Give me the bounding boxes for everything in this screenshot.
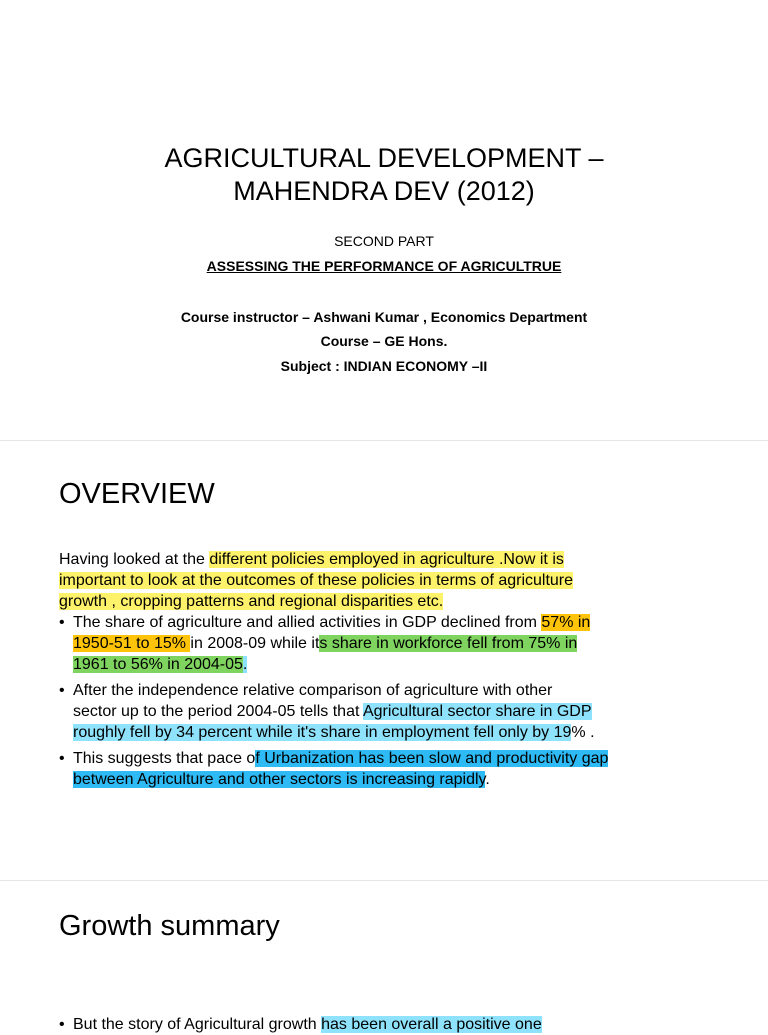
highlight-blue: f Urbanization has been slow and productivity gap xyxy=(255,750,609,767)
intro-text: Having looked at the xyxy=(59,551,210,568)
part-label: SECOND PART xyxy=(334,233,434,249)
course-subject: Subject : INDIAN ECONOMY –II xyxy=(280,358,488,374)
highlight-light-blue: has been overall a positive one xyxy=(321,1016,542,1033)
bullet-item xyxy=(59,612,608,675)
bullet-text: The share of agriculture and allied activities in GDP declined from xyxy=(73,614,542,631)
bullet-item xyxy=(59,748,608,790)
bullet-item xyxy=(59,680,608,743)
bullet-line xyxy=(73,701,608,722)
bullet-text: After the independence relative comparison of agriculture with other xyxy=(73,682,553,699)
overview-heading: OVERVIEW xyxy=(59,478,215,510)
title-slide xyxy=(0,0,768,440)
bullet-line xyxy=(73,654,608,675)
bullet-icon: • xyxy=(59,750,65,767)
highlight-blue: between Agriculture and other sectors is increasing rapidly xyxy=(73,771,486,788)
slide-subtitle: ASSESSING THE PERFORMANCE OF AGRICULTRUE xyxy=(206,258,562,274)
highlight-yellow: different policies employed in agriculture .Now it is xyxy=(209,551,564,568)
highlight-green: s share in workforce fell from 75% in xyxy=(319,635,578,652)
bullet-line xyxy=(73,1014,542,1035)
overview-slide xyxy=(0,440,768,880)
slide-title xyxy=(0,142,768,208)
bullet-line xyxy=(73,722,608,743)
bullet-icon: • xyxy=(59,682,65,699)
highlight-light-blue: . xyxy=(242,656,248,673)
overview-body xyxy=(59,549,608,790)
bullet-text: % . xyxy=(571,724,595,741)
bullet-line xyxy=(73,680,608,701)
highlight-light-blue: Agricultural sector share in GDP xyxy=(362,703,592,720)
title-line-2: MAHENDRA DEV (2012) xyxy=(233,176,535,206)
intro-line xyxy=(59,549,608,570)
bullet-text: sector up to the period 2004-05 tells that xyxy=(73,703,363,720)
growth-body xyxy=(59,1014,542,1035)
intro-line xyxy=(59,591,608,612)
bullet-line xyxy=(73,612,608,633)
bullet-text: . xyxy=(485,771,490,788)
bullet-line xyxy=(73,748,608,769)
highlight-yellow: important to look at the outcomes of these policies in terms of agriculture xyxy=(59,572,574,589)
bullet-icon: • xyxy=(59,614,65,631)
bullet-text: But the story of Agricultural growth xyxy=(73,1016,322,1033)
highlight-orange: 57% in xyxy=(541,614,591,631)
title-line-1: AGRICULTURAL DEVELOPMENT – xyxy=(164,143,604,173)
growth-heading: Growth summary xyxy=(59,910,280,942)
bullet-item xyxy=(59,1014,542,1035)
course-name: Course – GE Hons. xyxy=(320,333,448,349)
course-instructor: Course instructor – Ashwani Kumar , Economics Department xyxy=(180,309,588,325)
highlight-green: 1961 to 56% in 2004-05 xyxy=(73,656,243,673)
bullet-line xyxy=(73,633,608,654)
bullet-text: This suggests that pace o xyxy=(73,750,256,767)
bullet-icon: • xyxy=(59,1016,65,1033)
highlight-light-blue: roughly fell by 34 percent while it's share in employment fell only by 19 xyxy=(73,724,572,741)
highlight-orange: 1950-51 to 15% xyxy=(73,635,191,652)
highlight-yellow: growth , cropping patterns and regional disparities etc. xyxy=(59,593,444,610)
intro-line xyxy=(59,570,608,591)
growth-summary-slide xyxy=(0,880,768,1033)
bullet-text: in 2008-09 while it xyxy=(190,635,320,652)
bullet-line xyxy=(73,769,608,790)
